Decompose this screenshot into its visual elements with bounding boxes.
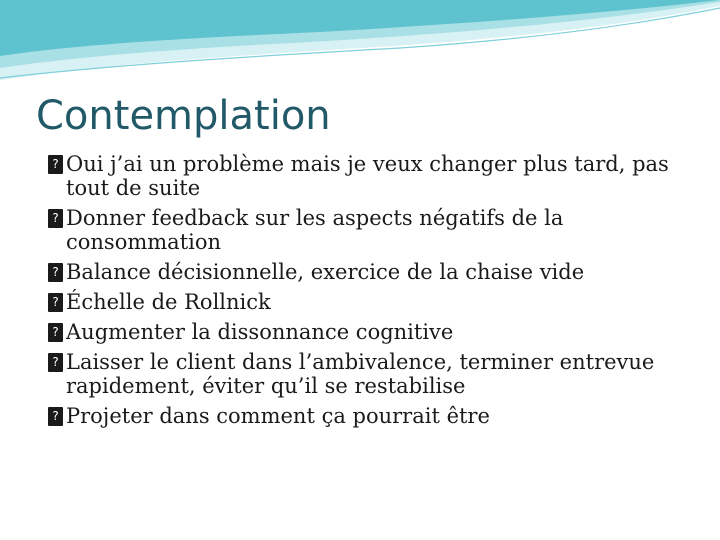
- replacement-character-icon: ?: [48, 263, 63, 282]
- bullet-item: [48, 152, 678, 200]
- bullet-list: [48, 152, 678, 434]
- bullet-item: [48, 350, 678, 398]
- replacement-character-icon: ?: [48, 155, 63, 174]
- replacement-character-icon: ?: [48, 407, 63, 426]
- decorative-wave-banner: [0, 0, 720, 90]
- bullet-text: Oui j’ai un problème mais je veux changer plus tard, pas tout de suite: [66, 152, 669, 200]
- replacement-character-icon: ?: [48, 209, 63, 228]
- bullet-item: [48, 260, 678, 284]
- bullet-item: [48, 290, 678, 314]
- bullet-item: [48, 404, 678, 428]
- bullet-item: [48, 206, 678, 254]
- bullet-item: [48, 320, 678, 344]
- bullet-text: Balance décisionnelle, exercice de la chaise vide: [66, 260, 585, 284]
- replacement-character-icon: ?: [48, 323, 63, 342]
- replacement-character-icon: ?: [48, 353, 63, 372]
- slide-title: Contemplation: [36, 93, 331, 139]
- bullet-text: Échelle de Rollnick: [66, 290, 271, 314]
- bullet-text: Augmenter la dissonnance cognitive: [66, 320, 454, 344]
- bullet-text: Projeter dans comment ça pourrait être: [66, 404, 490, 428]
- bullet-text: Laisser le client dans l’ambivalence, terminer entrevue rapidement, éviter qu’il se restabilise: [66, 350, 655, 398]
- bullet-text: Donner feedback sur les aspects négatifs de la consommation: [66, 206, 564, 254]
- replacement-character-icon: ?: [48, 293, 63, 312]
